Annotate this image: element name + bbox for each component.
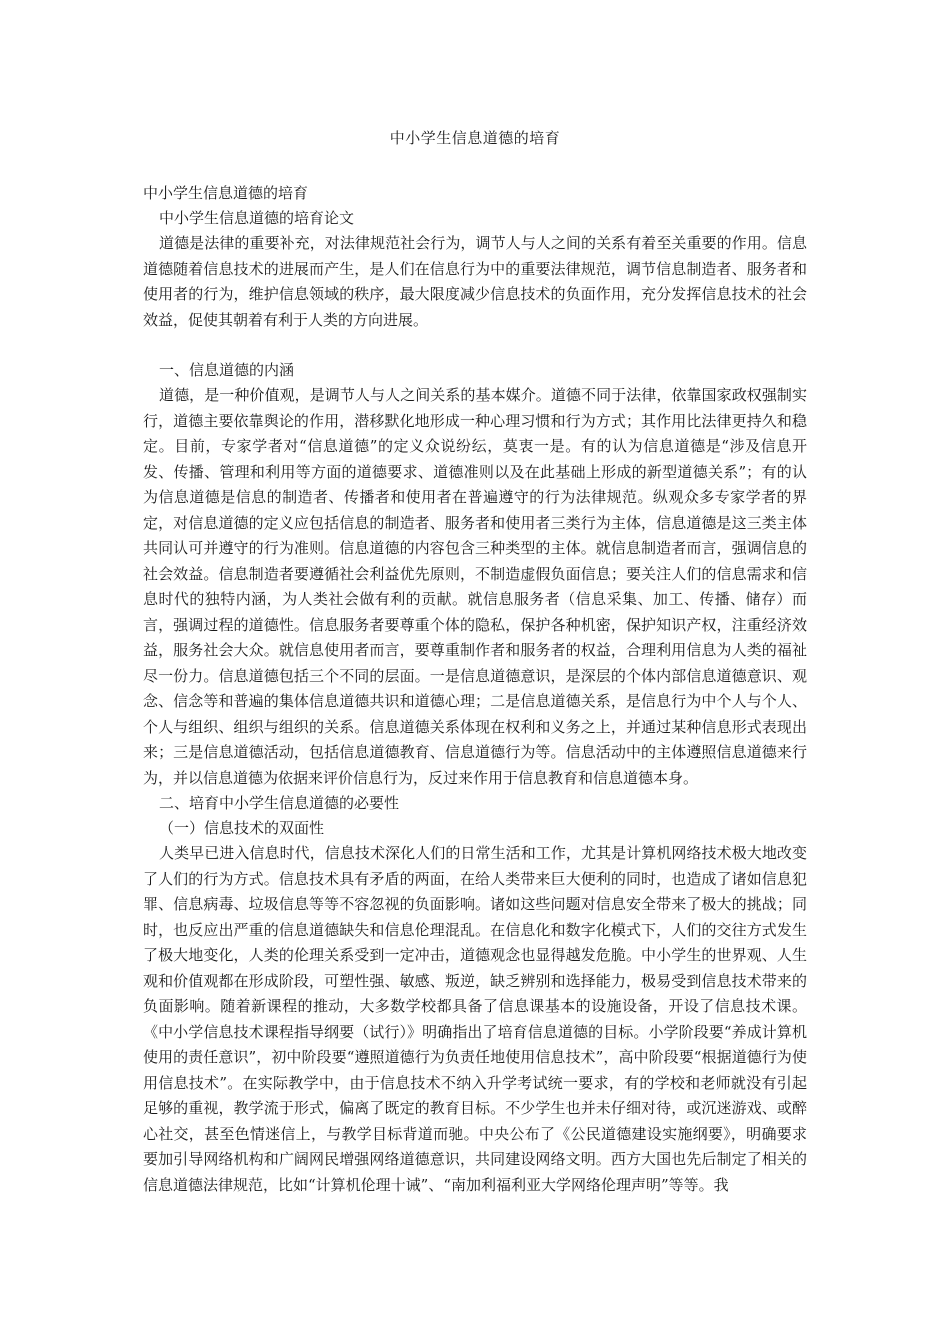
document-page [143, 127, 807, 1198]
section-2-subtitle: （一）信息技术的双面性 [159, 819, 325, 837]
heading-secondary: 中小学生信息道德的培育论文 [159, 209, 355, 227]
intro-paragraph: 道德是法律的重要补充，对法律规范社会行为，调节人与人之间的关系有着至关重要的作用。信息道德随着信息技术的进展而产生，是人们在信息行为中的重要法律规范，调节信息制造者、服务者和使用者的行为，维护信息领域的秩序，最大限度减少信息技术的负面作用，充分发挥信息技术的社会效益，促使其朝着有利于人类的方向进展。 [143, 234, 807, 329]
document-title: 中小学生信息道德的培育 [389, 129, 561, 147]
section-2-paragraph: 人类早已进入信息时代，信息技术深化人们的日常生活和工作，尤其是计算机网络技术极大地改变了人们的行为方式。信息技术具有矛盾的两面，在给人类带来巨大便利的同时，也造成了诸如信息犯罪、信息病毒、垃圾信息等等不容忽视的负面影响。诸如这些问题对信息安全带来了极大的挑战；同时，也反应出严重的信息道德缺失和信息伦理混乱。在信息化和数字化模式下，人们的交往方式发生了极大地变化，人类的伦理关系受到一定冲击，道德观念也显得越发危脆。中小学生的世界观、人生观和价值观都在形成阶段，可塑性强、敏感、叛逆，缺乏辨别和选择能力，极易受到信息技术带来的负面影响。随着新课程的推动，大多数学校都具备了信息课基本的设施设备，开设了信息技术课。《中小学信息技术课程指导纲要（试行）》明确指出了培育信息道德的目标。小学阶段要“养成计算机使用的责任意识”，初中阶段要“遵照道德行为负责任地使用信息技术”，高中阶段要“根据道德行为使用信息技术”。在实际教学中，由于信息技术不纳入升学考试统一要求，有的学校和老师就没有引起足够的重视，教学流于形式，偏离了既定的教育目标。不少学生也并未仔细对待，或沉迷游戏、或醉心社交，甚至色情迷信上，与教学目标背道而驰。中央公布了《公民道德建设实施纲要》，明确要求要加引导网络机构和广阔网民增强网络道德意识，共同建设网络文明。西方大国也先后制定了相关的信息道德法律规范，比如“计算机伦理十诫”、“南加利福利亚大学网络伦理声明”等等。我 [143, 844, 807, 1194]
section-1-title: 一、信息道德的内涵 [159, 361, 295, 379]
heading-primary: 中小学生信息道德的培育 [143, 184, 309, 202]
section-1-paragraph: 道德，是一种价值观，是调节人与人之间关系的基本媒介。道德不同于法律，依靠国家政权强制实行，道德主要依靠舆论的作用，潜移默化地形成一种心理习惯和行为方式；其作用比法律更持久和稳定。目前，专家学者对“信息道德”的定义众说纷纭，莫衷一是。有的认为信息道德是“涉及信息开发、传播、管理和利用等方面的道德要求、道德准则以及在此基础上形成的新型道德关系”；有的认为信息道德是信息的制造者、传播者和使用者在普遍遵守的行为法律规范。纵观众多专家学者的界定，对信息道德的定义应包括信息的制造者、服务者和使用者三类行为主体，信息道德是这三类主体共同认可并遵守的行为准则。信息道德的内容包含三种类型的主体。就信息制造者而言，强调信息的社会效益。信息制造者要遵循社会利益优先原则，不制造虚假负面信息；要关注人们的信息需求和信息时代的独特内涵，为人类社会做有利的贡献。就信息服务者（信息采集、加工、传播、储存）而言，强调过程的道德性。信息服务者要尊重个体的隐私，保护各种机密，保护知识产权，注重经济效益，服务社会大众。就信息使用者而言，要尊重制作者和服务者的权益，合理利用信息为人类的福祉尽一份力。信息道德包括三个不同的层面。一是信息道德意识，是深层的个体内部信息道德意识、观念、信念等和普遍的集体信息道德共识和道德心理；二是信息道德关系，是信息行为中个人与个人、个人与组织、组织与组织的关系。信息道德关系体现在权利和义务之上，并通过某种信息形式表现出来；三是信息道德活动，包括信息道德教育、信息道德行为等。信息活动中的主体遵照信息道德来行为，并以信息道德为依据来评价信息行为，反过来作用于信息教育和信息道德本身。 [143, 386, 807, 787]
section-2-title: 二、培育中小学生信息道德的必要性 [159, 794, 400, 812]
